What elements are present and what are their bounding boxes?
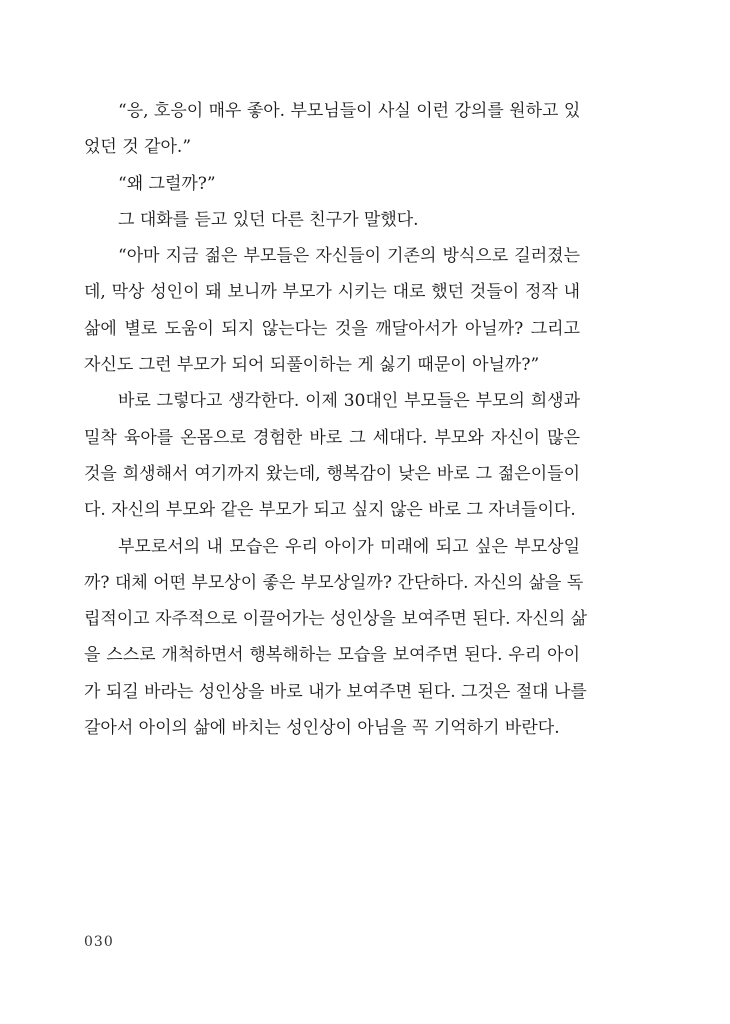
text-line: 을 스스로 개척하면서 행복해하는 모습을 보여주면 된다. 우리 아이: [84, 645, 580, 666]
text-line: 그 대화를 듣고 있던 다른 친구가 말했다.: [118, 209, 419, 230]
body-text: [84, 96, 588, 749]
text-line: 립적이고 자주적으로 이끌어가는 성인상을 보여주면 된다. 자신의 삶: [84, 609, 588, 630]
text-line: 삶에 별로 도움이 되지 않는다는 것을 깨달아서가 아닐까? 그리고: [84, 318, 580, 339]
text-line: “응, 호응이 매우 좋아. 부모님들이 사실 이런 강의를 원하고 있: [118, 101, 581, 121]
text-line: 부모로서의 내 모습은 우리 아이가 미래에 되고 싶은 부모상일: [118, 536, 580, 557]
paragraph: [84, 169, 580, 205]
text-line: “왜 그럴까?”: [118, 173, 216, 194]
paragraph: [84, 205, 580, 241]
text-line: 다. 자신의 부모와 같은 부모가 되고 싶지 않은 바로 그 자녀들이다.: [84, 500, 576, 521]
paragraph: [84, 96, 580, 169]
page-number: 030: [84, 934, 114, 950]
text-line: 가 되길 바라는 성인상을 바로 내가 보여주면 된다. 그것은 절대 나를: [84, 681, 587, 702]
text-line: “아마 지금 젊은 부모들은 자신들이 기존의 방식으로 길러졌는: [118, 246, 580, 267]
paragraph: [84, 532, 588, 750]
text-line: 바로 그렇다고 생각한다. 이제 30대인 부모들은 부모의 희생과: [118, 391, 580, 412]
text-line: 까? 대체 어떤 부모상이 좋은 부모상일까? 간단하다. 자신의 삶을 독: [84, 572, 584, 593]
text-line: 데, 막상 성인이 돼 보니까 부모가 시키는 대로 했던 것들이 정작 내: [84, 282, 580, 303]
paragraph: [84, 241, 580, 386]
text-line: 것을 희생해서 여기까지 왔는데, 행복감이 낮은 바로 그 젊은이들이: [84, 463, 580, 484]
text-line: 었던 것 같아.”: [84, 137, 192, 158]
text-line: 갈아서 아이의 삶에 바치는 성인상이 아님을 꼭 기억하기 바란다.: [84, 718, 560, 739]
paragraph: [84, 386, 580, 531]
text-line: 밀착 육아를 온몸으로 경험한 바로 그 세대다. 부모와 자신이 많은: [84, 427, 580, 448]
text-line: 자신도 그런 부모가 되어 되풀이하는 게 싫기 때문이 아닐까?”: [84, 355, 540, 376]
